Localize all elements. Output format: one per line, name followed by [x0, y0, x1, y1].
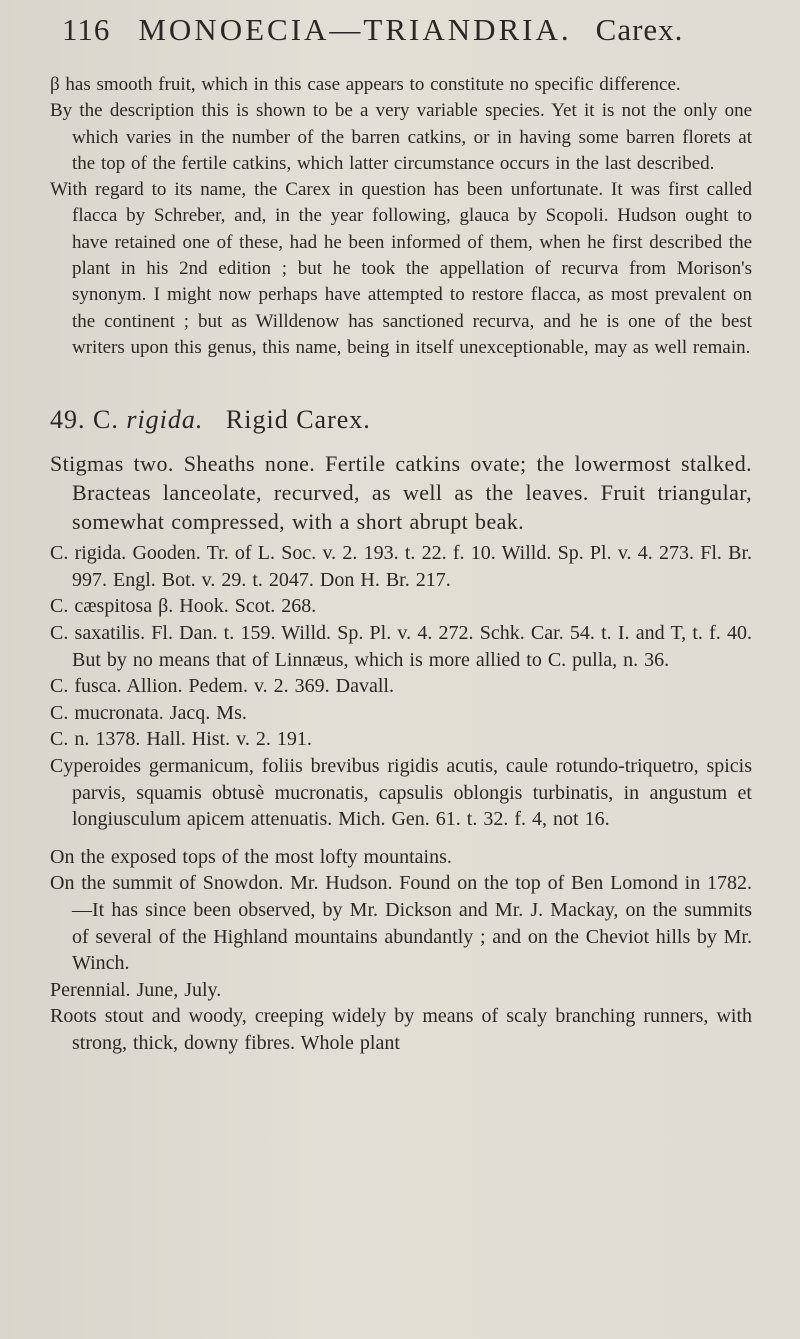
running-header [62, 12, 683, 48]
species-abbr: C. [93, 405, 119, 435]
page-number: 116 [62, 12, 111, 47]
species-heading [50, 405, 752, 435]
synonym-entry: Cyperoides germanicum, foliis brevibus rigidis acutis, caule rotundo-triquetro, spicis parvis, squamis obtusè mucronatis, capsulis oblongis turbinatis, in angustum et longiusculum apicem attenuatis. Mich. Gen. 61. t. 32. f. 4, not 16. [50, 755, 752, 831]
species-number: 49. [50, 405, 86, 435]
synonym-entry: C. fusca. Allion. Pedem. v. 2. 369. Davall. [50, 675, 394, 698]
synonym-entry: C. saxatilis. Fl. Dan. t. 159. Willd. Sp. Pl. v. 4. 272. Schk. Car. 54. t. I. and T, t. f. 40. But by no means that of Linnæus, which is more allied to C. pulla, n. 36. [50, 622, 752, 671]
habitat-paragraph: On the exposed tops of the most lofty mountains. [50, 845, 452, 868]
species-epithet: rigida. [126, 405, 204, 435]
synonym-entry: C. rigida. Gooden. Tr. of L. Soc. v. 2. 193. t. 22. f. 10. Willd. Sp. Pl. v. 4. 273. Fl. Br. 997. Engl. Bot. v. 29. t. 2047. Don H. Br. 217. [50, 542, 752, 591]
genus-heading: Carex. [595, 12, 684, 47]
species-common-name: Rigid Carex. [225, 405, 371, 435]
intro-paragraph: β has smooth fruit, which in this case appears to constitute no specific difference. [50, 74, 681, 95]
synonym-entry: C. cæspitosa β. Hook. Scot. 268. [50, 595, 317, 618]
locality-paragraph: On the summit of Snowdon. Mr. Hudson. Found on the top of Ben Lomond in 1782.—It has since been observed, by Mr. Dickson and Mr. J. Mackay, on the summits of several of the Highland mountains abundantly ; and on the Cheviot hills by Mr. Winch. [50, 872, 752, 975]
synonym-entry: C. n. 1378. Hall. Hist. v. 2. 191. [50, 728, 312, 751]
page-body [50, 72, 752, 1057]
species-description: Stigmas two. Sheaths none. Fertile catkins ovate; the lowermost stalked. Bracteas lanceolate, recurved, as well as the leaves. Fruit triangular, somewhat compressed, with a short abrupt beak. [50, 451, 752, 535]
duration-paragraph: Perennial. June, July. [50, 978, 222, 1001]
running-title: MONOECIA—TRIANDRIA. [138, 12, 572, 47]
synonym-entry: C. mucronata. Jacq. Ms. [50, 701, 247, 724]
roots-paragraph: Roots stout and woody, creeping widely by means of scaly branching runners, with strong, thick, downy fibres. Whole plant [50, 1005, 752, 1054]
intro-paragraph: By the description this is shown to be a very variable species. Yet it is not the only one which varies in the number of the barren catkins, or in having some barren florets at the top of the fertile catkins, which latter circumstance occurs in the last described. [50, 100, 752, 174]
intro-paragraph: With regard to its name, the Carex in question has been unfortunate. It was first called flacca by Schreber, and, in the year following, glauca by Scopoli. Hudson ought to have retained one of these, had he been informed of them, when he first described the plant in his 2nd edition ; but he took the appellation of recurva from Morison's synonym. I might now perhaps have attempted to restore flacca, as most prevalent on the continent ; but as Willdenow has sanctioned recurva, and he is one of the best writers upon this genus, this name, being in itself unexceptionable, may as well remain. [50, 179, 752, 358]
